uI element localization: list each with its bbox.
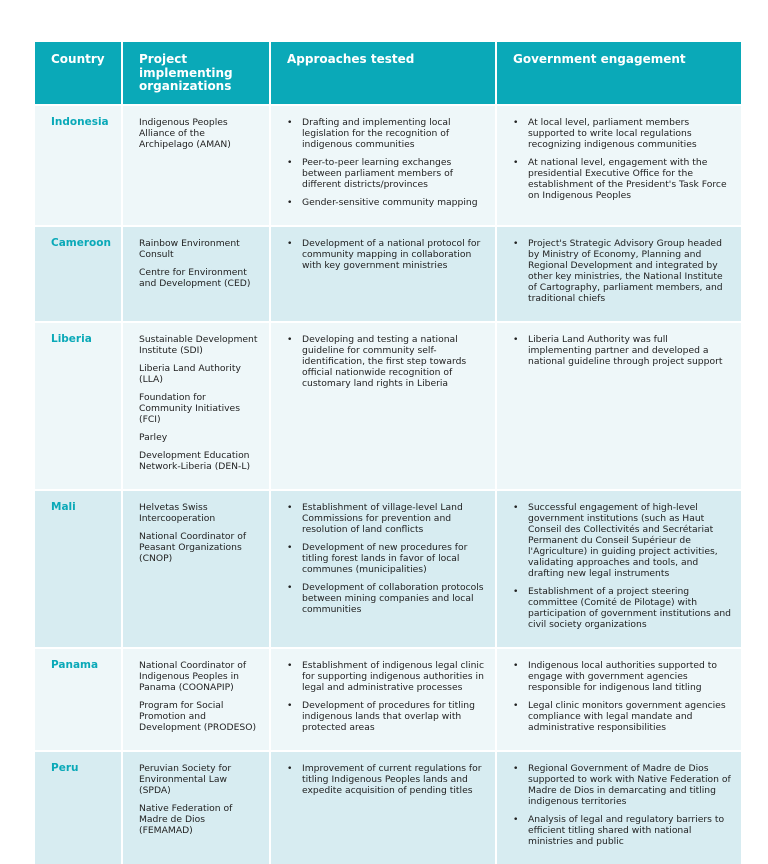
country-cell: Indonesia [35, 104, 123, 225]
item-text: Establishment of village-level Land Commissions for prevention and resolution of land conflicts [302, 501, 463, 535]
organization-name: Liberia Land Authority (LLA) [139, 362, 241, 385]
organization-name: National Coordinator of Peasant Organizations (CNOP) [139, 530, 247, 564]
organization-name: Foundation for Community Initiatives (FCI) [139, 391, 240, 425]
bullet-icon: • [287, 501, 293, 513]
organizations-cell [123, 750, 271, 864]
item-text: Peer-to-peer learning exchanges between parliament members of different districts/provinces [302, 156, 453, 190]
table-header-row [35, 42, 741, 104]
bullet-list [513, 117, 733, 201]
item-text: Development of new procedures for titling forest lands in favor of local communes (municipalities) [302, 541, 468, 575]
engagement-item [513, 586, 733, 630]
bullet-list [287, 238, 487, 271]
engagement-item [513, 660, 733, 693]
bullet-icon: • [513, 116, 519, 128]
item-text: Indigenous local authorities supported to engage with government agencies responsible for indigenous land titling [528, 659, 717, 693]
approach-item [287, 197, 487, 208]
bullet-icon: • [287, 196, 293, 208]
projects-table-container [35, 42, 741, 864]
approach-item [287, 238, 487, 271]
header-organizations: Project implementing organizations [123, 42, 271, 104]
item-text: Development of a national protocol for community mapping in collaboration with key government ministries [302, 237, 481, 271]
bullet-list [513, 502, 733, 630]
approaches-cell [271, 225, 497, 321]
government-engagement-cell [497, 225, 741, 321]
header-country: Country [35, 42, 123, 104]
item-text: Drafting and implementing local legislation for the recognition of indigenous communities [302, 116, 451, 150]
table-row [35, 225, 741, 321]
government-engagement-cell [497, 647, 741, 750]
bullet-list [513, 763, 733, 847]
bullet-icon: • [513, 237, 519, 249]
item-text: Improvement of current regulations for titling Indigenous Peoples lands and expedite acquisition of pending titles [302, 762, 482, 796]
bullet-icon: • [287, 237, 293, 249]
bullet-list [513, 334, 733, 367]
organization-name: Helvetas Swiss Intercooperation [139, 501, 216, 524]
approach-item [287, 157, 487, 190]
bullet-icon: • [513, 156, 519, 168]
organizations-cell [123, 321, 271, 489]
organization-name: Native Federation of Madre de Dios (FEMAMAD) [139, 802, 233, 836]
approach-item [287, 542, 487, 575]
country-cell: Panama [35, 647, 123, 750]
engagement-item [513, 700, 733, 733]
organizations-cell [123, 489, 271, 647]
table-row [35, 321, 741, 489]
approach-item [287, 117, 487, 150]
header-government-engagement: Government engagement [497, 42, 741, 104]
engagement-item [513, 814, 733, 847]
approach-item [287, 660, 487, 693]
bullet-icon: • [513, 501, 519, 513]
item-text: Developing and testing a national guideline for community self-identification, the first step towards official nationwide recognition of customary land rights in Liberia [302, 333, 467, 389]
bullet-icon: • [287, 116, 293, 128]
approach-item [287, 502, 487, 535]
item-text: Establishment of indigenous legal clinic for supporting indigenous authorities in legal and administrative processes [302, 659, 485, 693]
approach-item [287, 582, 487, 615]
bullet-icon: • [287, 659, 293, 671]
item-text: Legal clinic monitors government agencies compliance with legal mandate and administrative responsibilities [528, 699, 726, 733]
bullet-icon: • [287, 699, 293, 711]
bullet-list [287, 660, 487, 733]
bullet-icon: • [513, 762, 519, 774]
engagement-item [513, 502, 733, 579]
approaches-cell [271, 104, 497, 225]
organizations-cell [123, 225, 271, 321]
bullet-icon: • [513, 813, 519, 825]
bullet-icon: • [287, 541, 293, 553]
approach-item [287, 763, 487, 796]
table-row [35, 104, 741, 225]
bullet-list [513, 660, 733, 733]
bullet-icon: • [513, 333, 519, 345]
bullet-list [287, 502, 487, 615]
bullet-icon: • [513, 585, 519, 597]
organization-name: Rainbow Environment Consult [139, 237, 240, 260]
table-row [35, 750, 741, 864]
organizations-cell [123, 647, 271, 750]
country-cell: Peru [35, 750, 123, 864]
organization-name: Indigenous Peoples Alliance of the Archipelago (AMAN) [139, 116, 231, 150]
bullet-icon: • [287, 762, 293, 774]
government-engagement-cell [497, 750, 741, 864]
government-engagement-cell [497, 321, 741, 489]
organization-name: Peruvian Society for Environmental Law (SPDA) [139, 762, 232, 796]
organization-name: Sustainable Development Institute (SDI) [139, 333, 258, 356]
item-text: Development of collaboration protocols between mining companies and local communities [302, 581, 484, 615]
projects-table [35, 42, 741, 864]
item-text: At local level, parliament members supported to write local regulations recognizing indigenous communities [528, 116, 697, 150]
bullet-icon: • [513, 699, 519, 711]
engagement-item [513, 763, 733, 807]
organization-name: Program for Social Promotion and Development (PRODESO) [139, 699, 257, 733]
item-text: Liberia Land Authority was full implementing partner and developed a national guideline through project support [528, 333, 723, 367]
approaches-cell [271, 321, 497, 489]
item-text: Establishment of a project steering committee (Comité de Pilotage) with participation of government institutions and civil society organizations [528, 585, 732, 630]
item-text: Analysis of legal and regulatory barriers to efficient titling shared with national ministries and public [528, 813, 725, 847]
item-text: At national level, engagement with the presidential Executive Office for the establishment of the President's Task Force on Indigenous Peoples [528, 156, 727, 201]
table-row [35, 489, 741, 647]
engagement-item [513, 238, 733, 304]
header-approaches: Approaches tested [271, 42, 497, 104]
organization-name: Centre for Environment and Development (CED) [139, 266, 251, 289]
government-engagement-cell [497, 489, 741, 647]
item-text: Successful engagement of high-level government institutions (such as Haut Conseil des Collectivités and Secrétariat Permanent du Conseil Supérieur de l'Agriculture) in guiding project activities, validating approaches and tools, and drafting new legal instruments [528, 501, 718, 579]
item-text: Development of procedures for titling indigenous lands that overlap with protected areas [302, 699, 475, 733]
item-text: Gender-sensitive community mapping [302, 196, 478, 208]
approaches-cell [271, 750, 497, 864]
engagement-item [513, 117, 733, 150]
country-cell: Cameroon [35, 225, 123, 321]
engagement-item [513, 157, 733, 201]
country-cell: Liberia [35, 321, 123, 489]
country-cell: Mali [35, 489, 123, 647]
organization-name: Development Education Network-Liberia (DEN-L) [139, 449, 251, 472]
approaches-cell [271, 489, 497, 647]
organization-name: National Coordinator of Indigenous Peoples in Panama (COONAPIP) [139, 659, 247, 693]
organizations-cell [123, 104, 271, 225]
bullet-list [287, 334, 487, 389]
item-text: Project's Strategic Advisory Group headed by Ministry of Economy, Planning and Regional Development and integrated by other key ministries, the National Institute of Cartography, parliament members, and traditional chiefs [528, 237, 723, 304]
table-body [35, 104, 741, 864]
bullet-list [287, 117, 487, 208]
bullet-list [513, 238, 733, 304]
bullet-icon: • [513, 659, 519, 671]
bullet-icon: • [287, 581, 293, 593]
table-row [35, 647, 741, 750]
approach-item [287, 334, 487, 389]
approach-item [287, 700, 487, 733]
government-engagement-cell [497, 104, 741, 225]
organization-name: Parley [139, 431, 168, 443]
item-text: Regional Government of Madre de Dios supported to work with Native Federation of Madre de Dios in demarcating and titling indigenous territories [528, 762, 731, 807]
approaches-cell [271, 647, 497, 750]
bullet-icon: • [287, 333, 293, 345]
bullet-icon: • [287, 156, 293, 168]
engagement-item [513, 334, 733, 367]
bullet-list [287, 763, 487, 796]
